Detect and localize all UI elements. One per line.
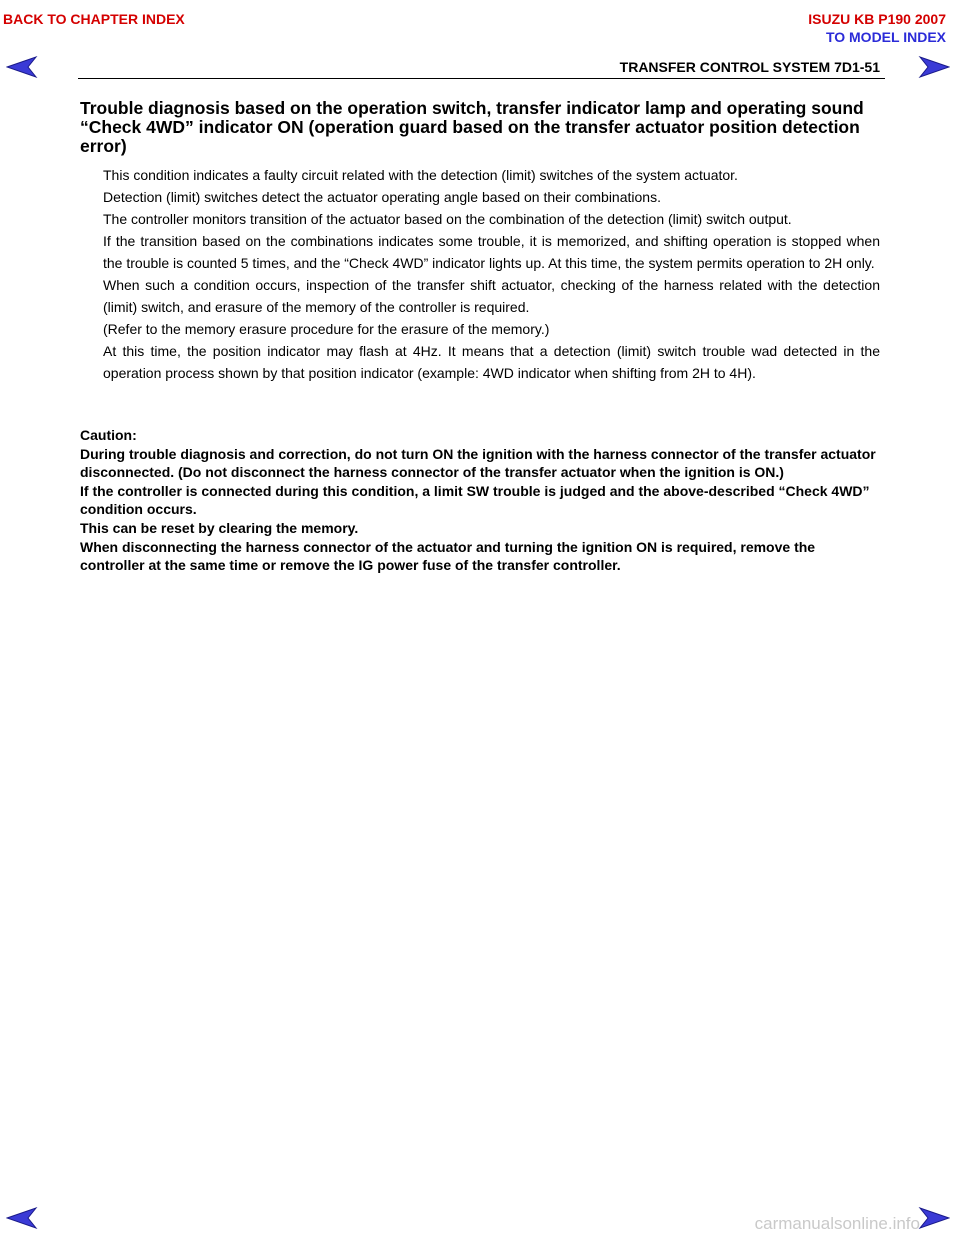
- watermark: carmanualsonline.info: [754, 1214, 920, 1233]
- body-paragraph: When such a condition occurs, inspection of the transfer shift actuator, checking of the harness related with the detection (limit) switch, and erasure of the memory of the controller is required.: [103, 277, 880, 315]
- arrow-left-icon[interactable]: [6, 56, 38, 78]
- caution-line: During trouble diagnosis and correction, do not turn ON the ignition with the harness connector of the transfer actuator disconnected. (Do not disconnect the harness connector of the transfer actuator when the ignition is ON.): [80, 445, 876, 481]
- body-paragraph: At this time, the position indicator may flash at 4Hz. It means that a detection (limit) switch trouble wad detected in the operation process shown by that position indicator (example: 4WD indicator when shifting from 2H to 4H).: [103, 343, 880, 381]
- arrow-right-icon[interactable]: [918, 1207, 950, 1229]
- body-text: [103, 164, 880, 384]
- arrow-right-icon[interactable]: [918, 56, 950, 78]
- body-paragraph: Detection (limit) switches detect the actuator operating angle based on their combinations.: [103, 189, 661, 205]
- body-paragraph: The controller monitors transition of the actuator based on the combination of the detection (limit) switch output.: [103, 211, 792, 227]
- caution-line: If the controller is connected during this condition, a limit SW trouble is judged and the above-described “Check 4WD” condition occurs.: [80, 482, 870, 518]
- caution-line: When disconnecting the harness connector of the actuator and turning the ignition ON is required, remove the controller at the same time or remove the IG power fuse of the transfer controller.: [80, 538, 816, 574]
- running-header: TRANSFER CONTROL SYSTEM 7D1-51: [619, 59, 880, 75]
- model-title: ISUZU KB P190 2007: [808, 11, 946, 27]
- caution-title: Caution:: [80, 427, 137, 443]
- caution-block: [80, 426, 880, 575]
- body-paragraph: (Refer to the memory erasure procedure for the erasure of the memory.): [103, 321, 550, 337]
- caution-line: This can be reset by clearing the memory.: [80, 519, 359, 536]
- body-paragraph: This condition indicates a faulty circuit related with the detection (limit) switches of the system actuator.: [103, 167, 738, 183]
- to-model-index-link[interactable]: TO MODEL INDEX: [825, 29, 946, 45]
- back-to-chapter-index-link[interactable]: BACK TO CHAPTER INDEX: [3, 11, 185, 27]
- arrow-left-icon[interactable]: [6, 1207, 38, 1229]
- section-heading: Trouble diagnosis based on the operation switch, transfer indicator lamp and operating sound “Check 4WD” indicator ON (operation guard based on the transfer actuator position detection error): [80, 98, 864, 156]
- header-divider: [78, 78, 885, 79]
- body-paragraph: If the transition based on the combinations indicates some trouble, it is memorized, and shifting operation is stopped when the trouble is counted 5 times, and the “Check 4WD” indicator lights up. At this time, the system permits operation to 2H only.: [103, 233, 880, 271]
